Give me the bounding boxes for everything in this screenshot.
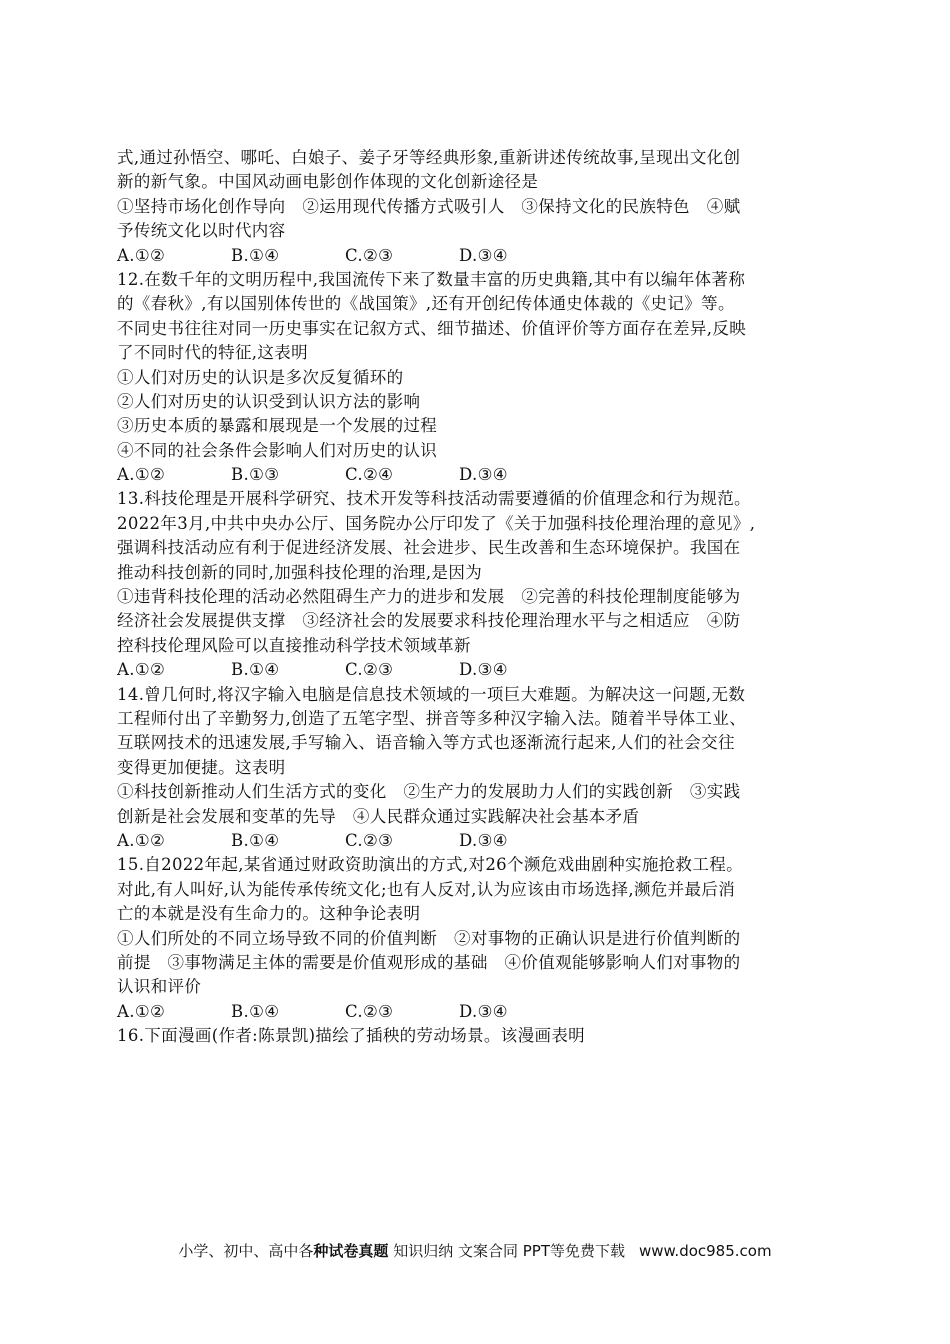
option-b: B.①③ (231, 465, 280, 485)
option-c: C.②③ (345, 1001, 394, 1021)
question-13 (117, 487, 837, 682)
option-c: C.②④ (345, 465, 394, 485)
footer-text-1: 小学、初中、高中各 (178, 1242, 314, 1260)
text-line: 亡的本就是没有生命力的。这种争论表明 (117, 904, 421, 924)
option-c: C.②③ (345, 830, 394, 850)
text-line: 工程师付出了辛勤努力,创造了五笔字型、拼音等多种汉字输入法。随着半导体工业、 (117, 708, 747, 728)
text-line: 的《春秋》,有以国别体传世的《战国策》,还有开创纪传体通史体裁的《史记》等。 (117, 294, 735, 314)
text-line: 予传统文化以时代内容 (117, 221, 286, 241)
question-11 (117, 146, 837, 268)
option-b: B.①④ (231, 660, 280, 680)
text-line: 15.自2022年起,某省通过财政资助演出的方式,对26个濒危戏曲剧种实施抢救工程。 (117, 855, 743, 875)
text-line: 14.曾几何时,将汉字输入电脑是信息技术领域的一项巨大难题。为解决这一问题,无数 (117, 684, 746, 704)
statement-3: ③历史本质的暴露和展现是一个发展的过程 (117, 416, 438, 436)
footer-url: www.doc985.com (639, 1242, 772, 1260)
answer-options (117, 829, 837, 853)
option-d: D.③④ (459, 660, 508, 680)
question-12 (117, 268, 837, 488)
answer-options (117, 1000, 837, 1024)
footer-text-2: 种试卷真题 (313, 1242, 389, 1260)
statement-2: ②人们对历史的认识受到认识方法的影响 (117, 391, 421, 411)
text-line: 16.下面漫画(作者:陈景凯)描绘了插秧的劳动场景。该漫画表明 (117, 1026, 586, 1046)
text-line: 推动科技创新的同时,加强科技伦理的治理,是因为 (117, 562, 483, 582)
text-line: ①科技创新推动人们生活方式的变化 ②生产力的发展助力人们的实践创新 ③实践 (117, 782, 741, 802)
text-line: 12.在数千年的文明历程中,我国流传下来了数量丰富的历史典籍,其中有以编年体著称 (117, 269, 746, 289)
option-d: D.③④ (459, 830, 508, 850)
text-line: 控科技伦理风险可以直接推动科学技术领域革新 (117, 635, 471, 655)
option-c: C.②③ (345, 245, 394, 265)
answer-options (117, 658, 837, 682)
text-line: 13.科技伦理是开展科学研究、技术开发等科技活动需要遵循的价值理念和行为规范。 (117, 489, 751, 509)
statement-1: ①人们对历史的认识是多次反复循环的 (117, 367, 404, 387)
answer-options (117, 244, 837, 268)
statement-4: ④不同的社会条件会影响人们对历史的认识 (117, 440, 438, 460)
option-d: D.③④ (459, 465, 508, 485)
text-line: 新的新气象。中国风动画电影创作体现的文化创新途径是 (117, 172, 539, 192)
text-line: 互联网技术的迅速发展,手写输入、语音输入等方式也逐渐流行起来,人们的社会交往 (117, 733, 735, 753)
text-line: 不同史书往往对同一历史事实在记叙方式、细节描述、价值评价等方面存在差异,反映 (117, 318, 747, 338)
option-b: B.①④ (231, 830, 280, 850)
text-line: 前提 ③事物满足主体的需要是价值观形成的基础 ④价值观能够影响人们对事物的 (117, 952, 741, 972)
text-line: 经济社会发展提供支撑 ③经济社会的发展要求科技伦理治理水平与之相适应 ④防 (117, 611, 741, 631)
question-14 (117, 683, 837, 854)
footer-text-3: 知识归纳 文案合同 PPT等免费下载 (388, 1242, 625, 1260)
text-line: 对此,有人叫好,认为能传承传统文化;也有人反对,认为应该由市场选择,濒危并最后消 (117, 879, 736, 899)
question-16 (117, 1024, 837, 1048)
text-line: 强调科技活动应有利于促进经济发展、社会进步、民生改善和生态环境保护。我国在 (117, 538, 741, 558)
text-line: 创新是社会发展和变革的先导 ④人民群众通过实践解决社会基本矛盾 (117, 806, 640, 826)
text-line: 式,通过孙悟空、哪吒、白娘子、姜子牙等经典形象,重新讲述传统故事,呈现出文化创 (117, 148, 741, 167)
option-c: C.②③ (345, 660, 394, 680)
option-a: A.①② (117, 1001, 166, 1021)
answer-options (117, 463, 837, 487)
text-line: ①违背科技伦理的活动必然阻碍生产力的进步和发展 ②完善的科技伦理制度能够为 (117, 587, 741, 607)
text-line: ①人们所处的不同立场导致不同的价值判断 ②对事物的正确认识是进行价值判断的 (117, 928, 741, 948)
text-line: 认识和评价 (117, 977, 202, 997)
footer-watermark (0, 1240, 950, 1261)
option-d: D.③④ (459, 1001, 508, 1021)
option-a: A.①② (117, 830, 166, 850)
document-body (117, 146, 837, 1048)
option-b: B.①④ (231, 1001, 280, 1021)
text-line: 了不同时代的特征,这表明 (117, 343, 308, 363)
option-a: A.①② (117, 245, 166, 265)
option-d: D.③④ (459, 245, 508, 265)
text-line: 2022年3月,中共中央办公厅、国务院办公厅印发了《关于加强科技伦理治理的意见》, (117, 513, 756, 533)
option-a: A.①② (117, 465, 166, 485)
text-line: ①坚持市场化创作导向 ②运用现代传播方式吸引人 ③保持文化的民族特色 ④赋 (117, 196, 741, 216)
text-line: 变得更加便捷。这表明 (117, 757, 286, 777)
option-b: B.①④ (231, 245, 280, 265)
option-a: A.①② (117, 660, 166, 680)
question-15 (117, 853, 837, 1024)
